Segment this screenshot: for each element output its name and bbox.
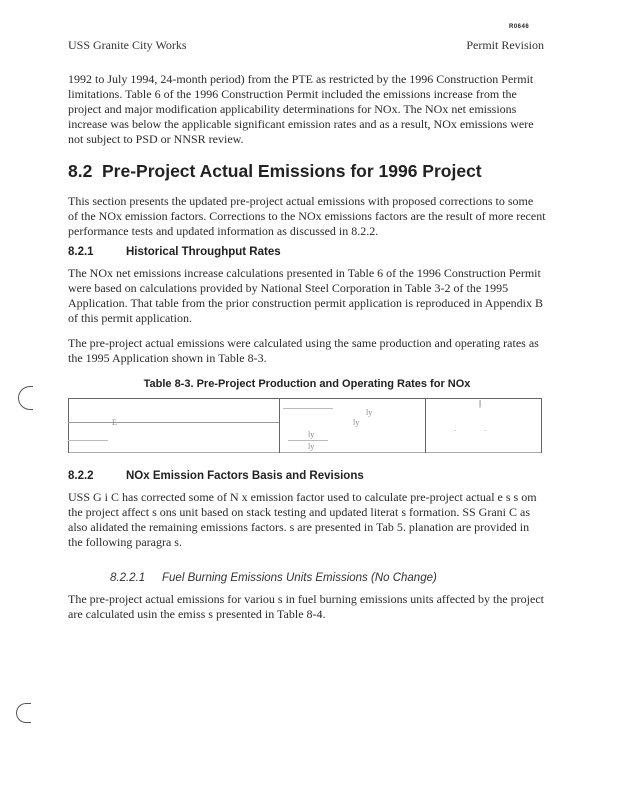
table-rule-faint [288,440,328,441]
section-title: Pre-Project Actual Emissions for 1996 Project [102,161,482,181]
header-left: USS Granite City Works [68,38,187,52]
section-number: 8.2.1 [68,246,94,258]
section-heading-8-2-2-1 [110,572,437,584]
table-caption: Table 8-3. Pre-Project Production and Operating Rates for NOx [143,378,471,390]
header-right: Permit Revision [466,38,544,52]
section-8-2-paragraph: This section presents the updated pre-project actual emissions with proposed corrections to some of the NOx emission factors. Corrections to the NOx emissions factors are the result of more recent performance tests and updated information as discussed in 8.2.2. [68,194,546,238]
table-tick: . [454,424,457,433]
table-fragment: ly [308,430,315,439]
table-fragment: ly [308,442,315,451]
section-8-2-1-paragraph-2: The pre-project actual emissions were calculated using the same production and operating rates as the 1995 Application shown in Table 8-3. [68,336,539,365]
table-rule-faint [68,440,108,441]
binder-mark-icon [16,703,31,723]
table-fragment: ly [353,418,360,427]
table-tick: . [484,424,487,433]
table-rule-col-1 [279,398,280,453]
intro-paragraph: 1992 to July 1994, 24-month period) from the PTE as restricted by the 1996 Construction Permit limitations. Table 6 of the 1996 Construction Permit included the emissions increase from the project and major modification applicability determinations for NOx. The NOx net emissions increase was below the applicable significant emission rates and as a result, NOx emissions were not subject to PSD or NNSR review. [68,72,534,146]
section-number: 8.2.2.1 [110,572,146,584]
section-number: 8.2 [68,161,93,181]
table-8-3-faded [68,394,542,454]
table-fragment: ly [366,408,373,417]
section-title: Historical Throughput Rates [126,246,281,258]
table-rule-bottom [68,452,542,453]
table-fragment: E [112,418,117,427]
section-heading-8-2 [68,161,482,182]
binder-mark-icon [18,386,33,410]
section-8-2-2-paragraph: USS G i C has corrected some of N x emission factor used to calculate pre-project actual e s s om the project affect s ons unit based on stack testing and updated literat s formation. SS Grani C as also alidated the remaining emissions factors. s are presented in Tab 5. planation are provided in the following paragra s. [68,490,537,549]
table-rule-row [68,422,279,423]
section-title: NOx Emission Factors Basis and Revisions [126,470,364,482]
table-rule-top [68,398,542,399]
table-rule-left [68,398,69,453]
table-tick: | [479,399,482,408]
table-rule-col-2 [425,398,426,453]
section-8-2-2-1-paragraph: The pre-project actual emissions for variou s in fuel burning emissions units affected by the project are calculated usin the emiss s presented in Table 8-4. [68,592,544,621]
section-8-2-1-paragraph-1: The NOx net emissions increase calculations presented in Table 6 of the 1996 Construction Permit were based on calculations provided by National Steel Corporation in Table 3-2 of the 1995 Application. That table from the prior construction permit application is reproduced in Appendix B of this permit application. [68,266,543,325]
section-title: Fuel Burning Emissions Units Emissions (No Change) [162,572,437,584]
table-rule-faint [283,408,333,409]
table-rule-right [541,398,542,453]
section-number: 8.2.2 [68,470,94,482]
section-heading-8-2-2 [68,470,364,482]
document-stamp: R0646 [509,24,530,30]
section-heading-8-2-1 [68,246,281,258]
